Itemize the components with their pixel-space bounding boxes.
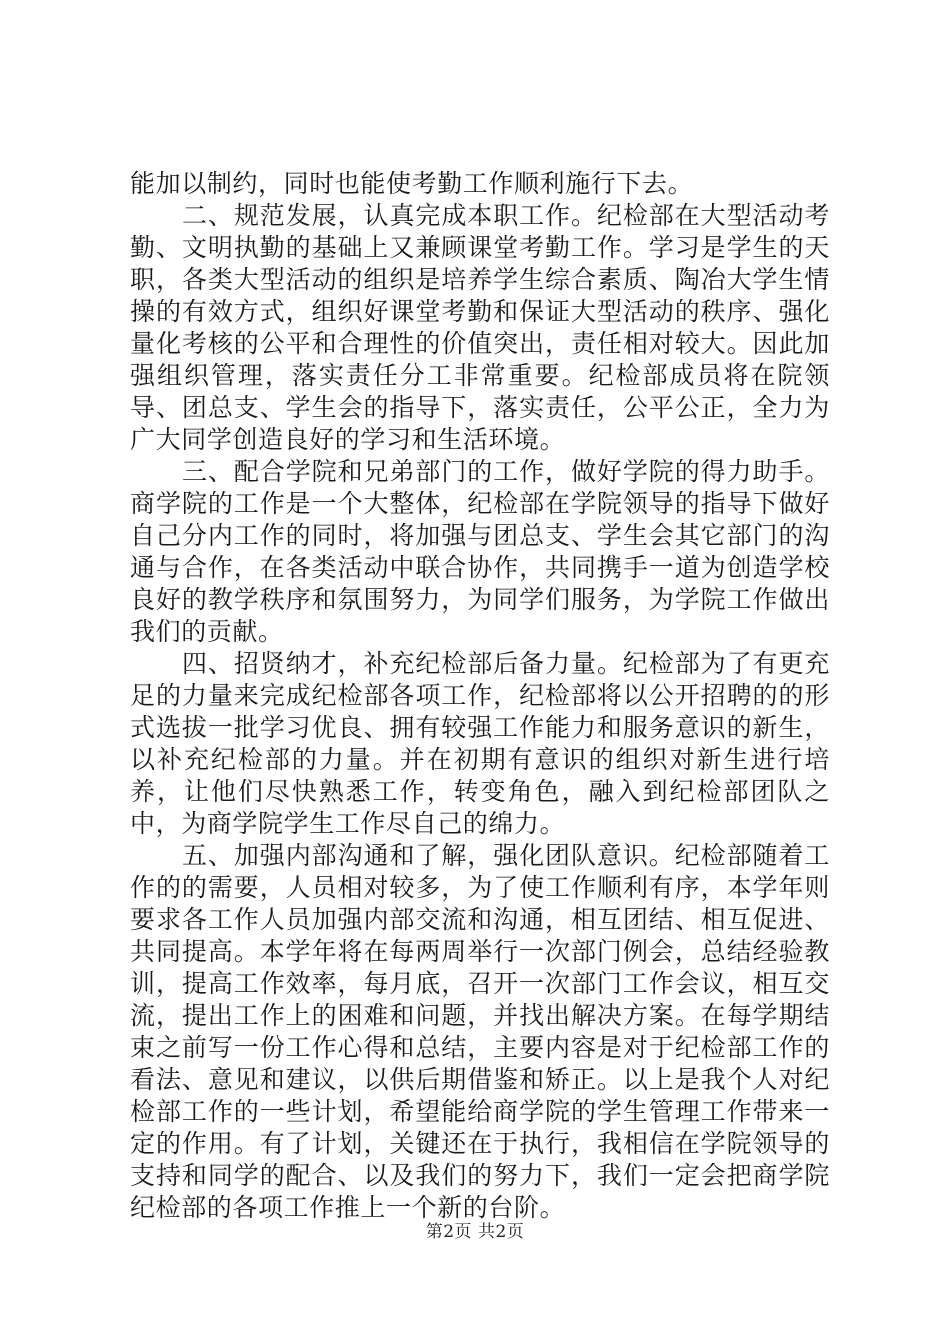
paragraph-section-4: 四、招贤纳才，补充纪检部后备力量。纪检部为了有更充足的力量来完成纪检部各项工作，纪检部将以公开招聘的的形式选拔一批学习优良、拥有较强工作能力和服务意识的新生，以补充纪检部的力量。并在初期有意识的组织对新生进行培养，让他们尽快熟悉工作，转变角色，融入到纪检部团队之中，为商学院学生工作尽自己的绵力。 [130,649,830,838]
document-body [130,168,830,1224]
page-number-footer: 第2页 共2页 [425,1222,525,1242]
paragraph-continuation: 能加以制约，同时也能使考勤工作顺利施行下去。 [130,169,694,198]
paragraph-section-3: 三、配合学院和兄弟部门的工作，做好学院的得力助手。商学院的工作是一个大整体，纪检部在学院领导的指导下做好自己分内工作的同时，将加强与团总支、学生会其它部门的沟通与合作，在各类活动中联合协作，共同携手一道为创造学校良好的教学秩序和氛围努力，为同学们服务，为学院工作做出我们的贡献。 [130,457,830,646]
paragraph-section-5: 五、加强内部沟通和了解，强化团队意识。纪检部随着工作的的需要，人员相对较多，为了使工作顺利有序，本学年则要求各工作人员加强内部交流和沟通，相互团结、相互促进、共同提高。本学年将在每两周举行一次部门例会，总结经验教训，提高工作效率，每月底，召开一次部门工作会议，相互交流，提出工作上的困难和问题，并找出解决方案。在每学期结束之前写一份工作心得和总结，主要内容是对于纪检部工作的看法、意见和建议，以供后期借鉴和矫正。以上是我个人对纪检部工作的一些计划，希望能给商学院的学生管理工作带来一定的作用。有了计划，关键还在于执行，我相信在学院领导的支持和同学的配合、以及我们的努力下，我们一定会把商学院纪检部的各项工作推上一个新的台阶。 [130,841,830,1222]
paragraph-section-2: 二、规范发展，认真完成本职工作。纪检部在大型活动考勤、文明执勤的基础上又兼顾课堂考勤工作。学习是学生的天职，各类大型活动的组织是培养学生综合素质、陶冶大学生情操的有效方式，组织好课堂考勤和保证大型活动的秩序、强化量化考核的公平和合理性的价值突出，责任相对较大。因此加强组织管理，落实责任分工非常重要。纪检部成员将在院领导、团总支、学生会的指导下，落实责任，公平公正，全力为广大同学创造良好的学习和生活环境。 [130,201,830,454]
